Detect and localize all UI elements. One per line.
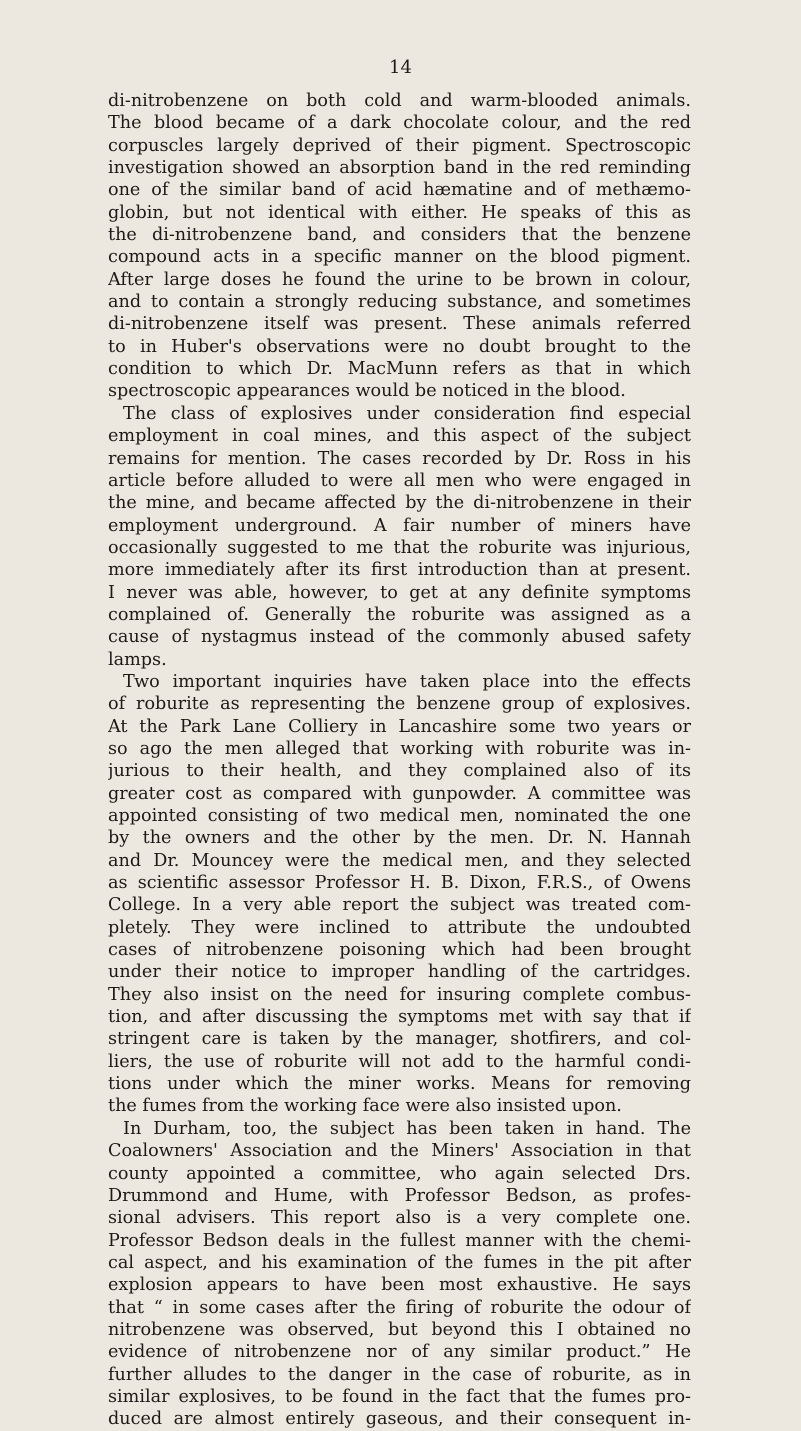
text-line: di-nitrobenzene on both cold and warm-blooded animals. bbox=[108, 91, 691, 111]
text-line: jurious to their health, and they complained also of its bbox=[108, 761, 691, 782]
text-line: The blood became of a dark chocolate colour, and the red bbox=[108, 113, 691, 134]
text-line: similar explosives, to be found in the fact that the fumes pro- bbox=[108, 1386, 691, 1407]
text-line: corpuscles largely deprived of their pigment. Spectroscopic bbox=[108, 135, 691, 156]
text-line: more immediately after its first introduction than at present. bbox=[108, 560, 691, 581]
text-line: cases of nitrobenzene poisoning which had been brought bbox=[108, 940, 691, 961]
text-line: Two important inquiries have taken place into the effects bbox=[123, 671, 691, 692]
text-line: They also insist on the need for insuring complete combus- bbox=[108, 984, 691, 1005]
body-text bbox=[108, 90, 691, 1431]
text-line: After large doses he found the urine to be brown in colour, bbox=[108, 269, 691, 290]
text-line: explosion appears to have been most exhaustive. He says bbox=[108, 1275, 691, 1296]
text-line: and to contain a strongly reducing substance, and sometimes bbox=[108, 292, 691, 313]
text-line: so ago the men alleged that working with roburite was in- bbox=[108, 738, 691, 759]
text-line: Coalowners' Association and the Miners' Association in that bbox=[108, 1141, 691, 1162]
text-line: di-nitrobenzene itself was present. These animals referred bbox=[108, 314, 691, 335]
text-line: complained of. Generally the roburite was assigned as a bbox=[108, 604, 691, 625]
text-line: cause of nystagmus instead of the commonly abused safety bbox=[108, 627, 691, 648]
text-line: occasionally suggested to me that the roburite was injurious, bbox=[108, 537, 691, 558]
text-line: one of the similar band of acid hæmatine and of methæmo- bbox=[108, 180, 691, 201]
text-line: the di-nitrobenzene band, and considers that the benzene bbox=[108, 225, 691, 246]
text-line: lamps. bbox=[108, 649, 167, 670]
text-line: appointed consisting of two medical men, nominated the one bbox=[108, 806, 691, 826]
text-line: employment underground. A fair number of miners have bbox=[108, 515, 691, 536]
text-line: tion, and after discussing the symptoms met with say that if bbox=[108, 1007, 691, 1028]
text-line: that “ in some cases after the firing of roburite the odour of bbox=[108, 1297, 691, 1318]
text-line: duced are almost entirely gaseous, and their consequent in- bbox=[108, 1409, 691, 1430]
text-line: and Dr. Mouncey were the medical men, and they selected bbox=[108, 850, 691, 871]
text-line: globin, but not identical with either. He speaks of this as bbox=[108, 202, 691, 223]
text-line: greater cost as compared with gunpowder. A committee was bbox=[108, 783, 691, 804]
text-line: pletely. They were inclined to attribute the undoubted bbox=[108, 917, 691, 938]
text-line: evidence of nitrobenzene nor of any similar product.” He bbox=[108, 1342, 691, 1363]
text-line: cal aspect, and his examination of the fumes in the pit after bbox=[108, 1252, 691, 1273]
page-number: 14 bbox=[389, 57, 412, 78]
text-line: The class of explosives under consideration find especial bbox=[123, 403, 691, 424]
text-line: liers, the use of roburite will not add to the harmful condi- bbox=[108, 1051, 691, 1072]
text-line: nitrobenzene was observed, but beyond this I obtained no bbox=[108, 1319, 691, 1340]
text-line: as scientific assessor Professor H. B. Dixon, F.R.S., of Owens bbox=[108, 873, 691, 894]
text-line: Drummond and Hume, with Professor Bedson, as profes- bbox=[108, 1185, 691, 1206]
text-line: further alludes to the danger in the case of roburite, as in bbox=[108, 1364, 691, 1385]
text-line: the fumes from the working face were also insisted upon. bbox=[108, 1096, 622, 1117]
text-line: to in Huber's observations were no doubt brought to the bbox=[108, 336, 691, 357]
text-line: remains for mention. The cases recorded by Dr. Ross in his bbox=[108, 448, 691, 469]
text-line: employment in coal mines, and this aspect of the subject bbox=[108, 426, 691, 447]
text-line: stringent care is taken by the manager, shotfirers, and col- bbox=[108, 1029, 691, 1050]
text-line: In Durham, too, the subject has been taken in hand. The bbox=[123, 1118, 691, 1139]
text-line: investigation showed an absorption band in the red reminding bbox=[108, 158, 691, 179]
text-line: Professor Bedson deals in the fullest manner with the chemi- bbox=[108, 1230, 691, 1251]
text-line: spectroscopic appearances would be noticed in the blood. bbox=[108, 381, 626, 402]
text-line: under their notice to improper handling of the cartridges. bbox=[108, 962, 691, 983]
text-line: by the owners and the other by the men. Dr. N. Hannah bbox=[108, 828, 691, 849]
text-line: At the Park Lane Colliery in Lancashire some two years or bbox=[108, 716, 691, 737]
text-line: compound acts in a specific manner on the blood pigment. bbox=[108, 247, 691, 268]
text-line: article before alluded to were all men who were engaged in bbox=[108, 470, 691, 491]
text-line: condition to which Dr. MacMunn refers as that in which bbox=[108, 359, 691, 380]
text-line: county appointed a committee, who again selected Drs. bbox=[108, 1163, 691, 1184]
text-line: the mine, and became affected by the di-nitrobenzene in their bbox=[108, 493, 691, 514]
text-line: College. In a very able report the subject was treated com- bbox=[108, 895, 691, 916]
text-line: of roburite as representing the benzene group of explosives. bbox=[108, 694, 691, 715]
text-line: tions under which the miner works. Means for removing bbox=[108, 1074, 691, 1095]
text-line: sional advisers. This report also is a very complete one. bbox=[108, 1208, 691, 1229]
text-line: I never was able, however, to get at any definite symptoms bbox=[108, 582, 691, 603]
